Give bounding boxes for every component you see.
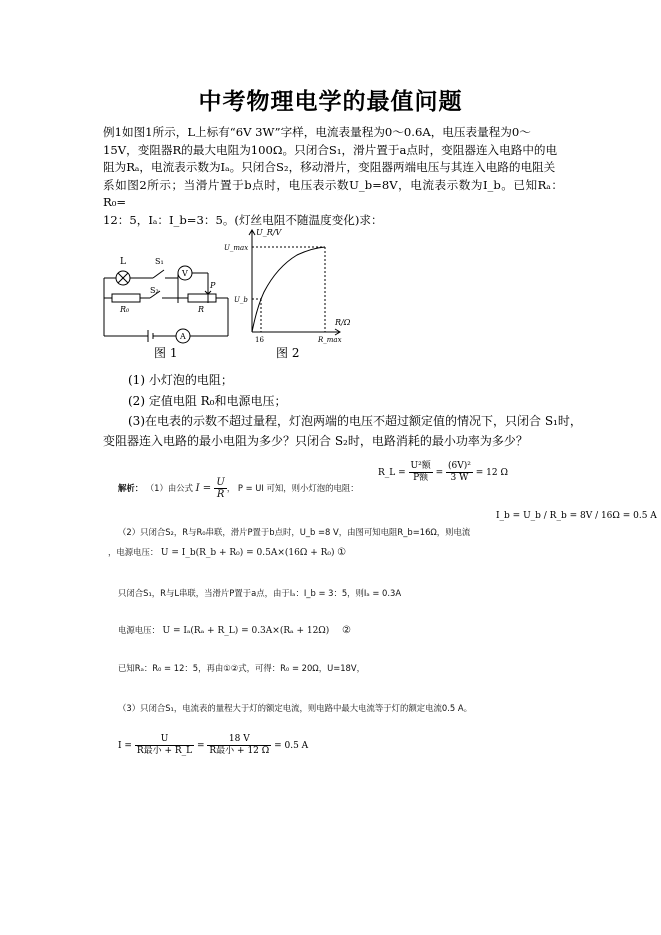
- s7-den2: R最小 + 12 Ω: [209, 746, 270, 756]
- ohm-formula: I = $\frac{U}{R}$: [195, 477, 225, 500]
- step4-intro: 电源电压：: [118, 625, 160, 635]
- rl-den2: 3 W: [450, 473, 469, 483]
- voltage-resistance-graph: [222, 222, 362, 347]
- slider-label: P: [210, 281, 216, 290]
- step2-voltage-intro: ，电源电压：: [108, 547, 159, 557]
- lamp-label: L: [120, 257, 126, 267]
- rl-lhs: R_L =: [378, 468, 406, 478]
- x-max-label: R_max: [318, 336, 342, 344]
- equation-mark-2: ②: [341, 625, 351, 636]
- solution-label: 解析：: [118, 483, 144, 493]
- step1-power: P = UI 可知，则小灯泡的电阻：: [237, 483, 359, 493]
- y-max-label: U_max: [224, 244, 249, 252]
- question-3-line2: 变阻器连入电路的最小电阻为多少？只闭合 S₂时，电路消耗的最小功率为多少？: [103, 434, 528, 448]
- rl-num: U²额: [410, 461, 431, 471]
- rl-den: P额: [413, 473, 429, 483]
- step2-voltage-formula: U = I_b(R_b + R₀) = 0.5A×(16Ω + R₀): [160, 548, 335, 558]
- rl-num2: (6V)²: [448, 461, 471, 471]
- step4-formula: U = Iₐ(Rₐ + R_L) = 0.3A×(Rₐ + 12Ω): [162, 626, 330, 636]
- y-axis-label: U_R/V: [256, 228, 282, 237]
- solution-step3: 只闭合S₁，R与L串联，当滑片P置于a点，由于Iₐ：I_b = 3：5，则Iₐ = 0.3A: [118, 588, 402, 598]
- problem-line-3: 阻为Rₐ，电流表示数为Iₐ。只闭合S₂，移动滑片，变阻器两端电压与其连入电路的电阻关: [103, 160, 556, 174]
- solution-step2-line2: [108, 546, 346, 558]
- solution-step1: [118, 477, 359, 500]
- lamp-resistance-formula: R_L = $\frac{\text{U²额}}{\text{P额}}$ = $\frac{\text{(6V)²}}{3 W}$ = 12 Ω: [378, 461, 508, 483]
- ammeter-label: A: [180, 332, 186, 341]
- voltmeter-label: V: [182, 269, 188, 278]
- equation-mark-1: ①: [337, 547, 347, 558]
- figure2-caption: 图 2: [276, 346, 300, 360]
- s7-lhs: I =: [118, 741, 132, 751]
- question-2: (2) 定值电阻 R₀和电源电压；: [128, 394, 287, 408]
- y-ub-label: U_b: [234, 296, 248, 304]
- r0-label: R₀: [120, 305, 130, 314]
- solution-step5: 已知Rₐ：R₀ = 12：5，再由①②式，可得：R₀ = 20Ω，U=18V，: [118, 663, 365, 673]
- s1-label: S₁: [155, 257, 164, 266]
- x-16-label: 16: [255, 336, 264, 344]
- step1-intro: （1）由公式: [145, 483, 193, 493]
- problem-line-1: 例1如图1所示，L上标有“6V 3W”字样，电流表量程为0～0.6A，电压表量程为0～: [103, 125, 531, 139]
- problem-line-2: 15V，变阻器R的最大电阻为100Ω。只闭合S₁，滑片置于a点时，变阻器连入电路中的电: [103, 142, 558, 157]
- problem-statement: [103, 124, 563, 229]
- solution-step6: （3）只闭合S₁，电流表的量程大于灯的额定电流，则电路中最大电流等于灯的额定电流0.5 A。: [118, 703, 472, 713]
- solution-step2-line1: （2）只闭合S₂，R与R₀串联，滑片P置于b点时，U_b =8 V，由图可知电阻R_b=16Ω，则电流: [118, 527, 471, 537]
- s7-num2: 18 V: [207, 734, 271, 746]
- question-1: (1) 小灯泡的电阻；: [128, 373, 233, 387]
- page-title: 中考物理电学的最值问题: [198, 88, 463, 115]
- rl-result: = 12 Ω: [475, 468, 508, 478]
- problem-line-4: 系如图2所示；当滑片置于b点时，电压表示数U_b=8V，电流表示数为I_b。已知Rₐ：R₀=: [103, 177, 563, 209]
- solution-step4: [118, 624, 351, 636]
- circuit-diagram: [98, 248, 238, 348]
- ib-formula: I_b = U_b / R_b = 8V / 16Ω = 0.5 A: [496, 511, 657, 521]
- step1-comma: ，: [226, 483, 236, 493]
- r-label: R: [198, 305, 205, 314]
- s7-den: R最小 + R_L: [136, 746, 193, 756]
- problem-line-5: 12：5，Iₐ：I_b=3：5。(灯丝电阻不随温度变化)求：: [103, 212, 383, 227]
- s7-num: U: [135, 734, 194, 746]
- x-axis-label: R/Ω: [335, 318, 351, 327]
- question-3-line1: (3)在电表的示数不超过量程，灯泡两端的电压不超过额定值的情况下，只闭合 S₁时，: [128, 414, 582, 428]
- max-current-formula: I = $\frac{U}{\text{R最小 + R\_L}}$ = $\frac{18 V}{\text{R最小 + 12 Ω}}$ = 0.5 A: [118, 734, 309, 756]
- s2-label: S₂: [150, 286, 159, 295]
- s7-result: = 0.5 A: [274, 741, 309, 751]
- figure1-caption: 图 1: [154, 346, 178, 360]
